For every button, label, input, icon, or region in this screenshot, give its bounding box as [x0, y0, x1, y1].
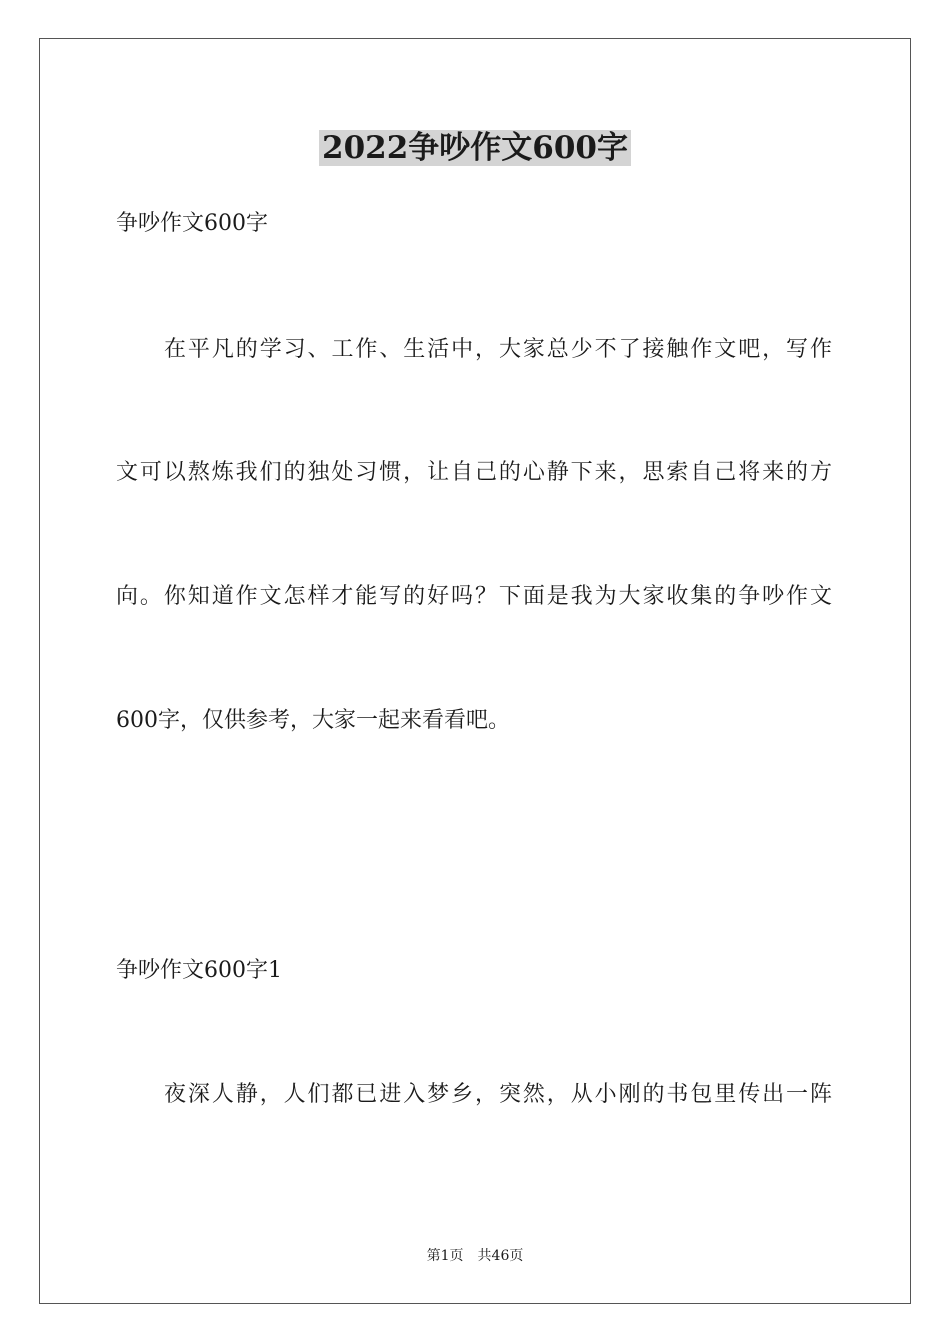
- section-line-1: 夜深人静，人们都已进入梦乡，突然，从小刚的书包里传出一阵: [164, 1082, 832, 1107]
- page-total: 共46页: [477, 1248, 524, 1264]
- page-footer: [0, 1246, 950, 1266]
- title-text: 2022争吵作文600字: [319, 130, 631, 166]
- subtitle: 争吵作文600字: [116, 211, 268, 236]
- page-number: 第1页: [426, 1248, 464, 1264]
- intro-line-2: 文可以熬炼我们的独处习惯，让自己的心静下来，思索自己将来的方: [116, 460, 832, 485]
- document-title: [0, 126, 950, 170]
- intro-line-1: 在平凡的学习、工作、生活中，大家总少不了接触作文吧，写作: [164, 337, 832, 362]
- section-heading: 争吵作文600字1: [116, 958, 282, 983]
- intro-line-3: 向。你知道作文怎样才能写的好吗？下面是我为大家收集的争吵作文: [116, 584, 832, 609]
- intro-line-4: 600字，仅供参考，大家一起来看看吧。: [116, 708, 510, 733]
